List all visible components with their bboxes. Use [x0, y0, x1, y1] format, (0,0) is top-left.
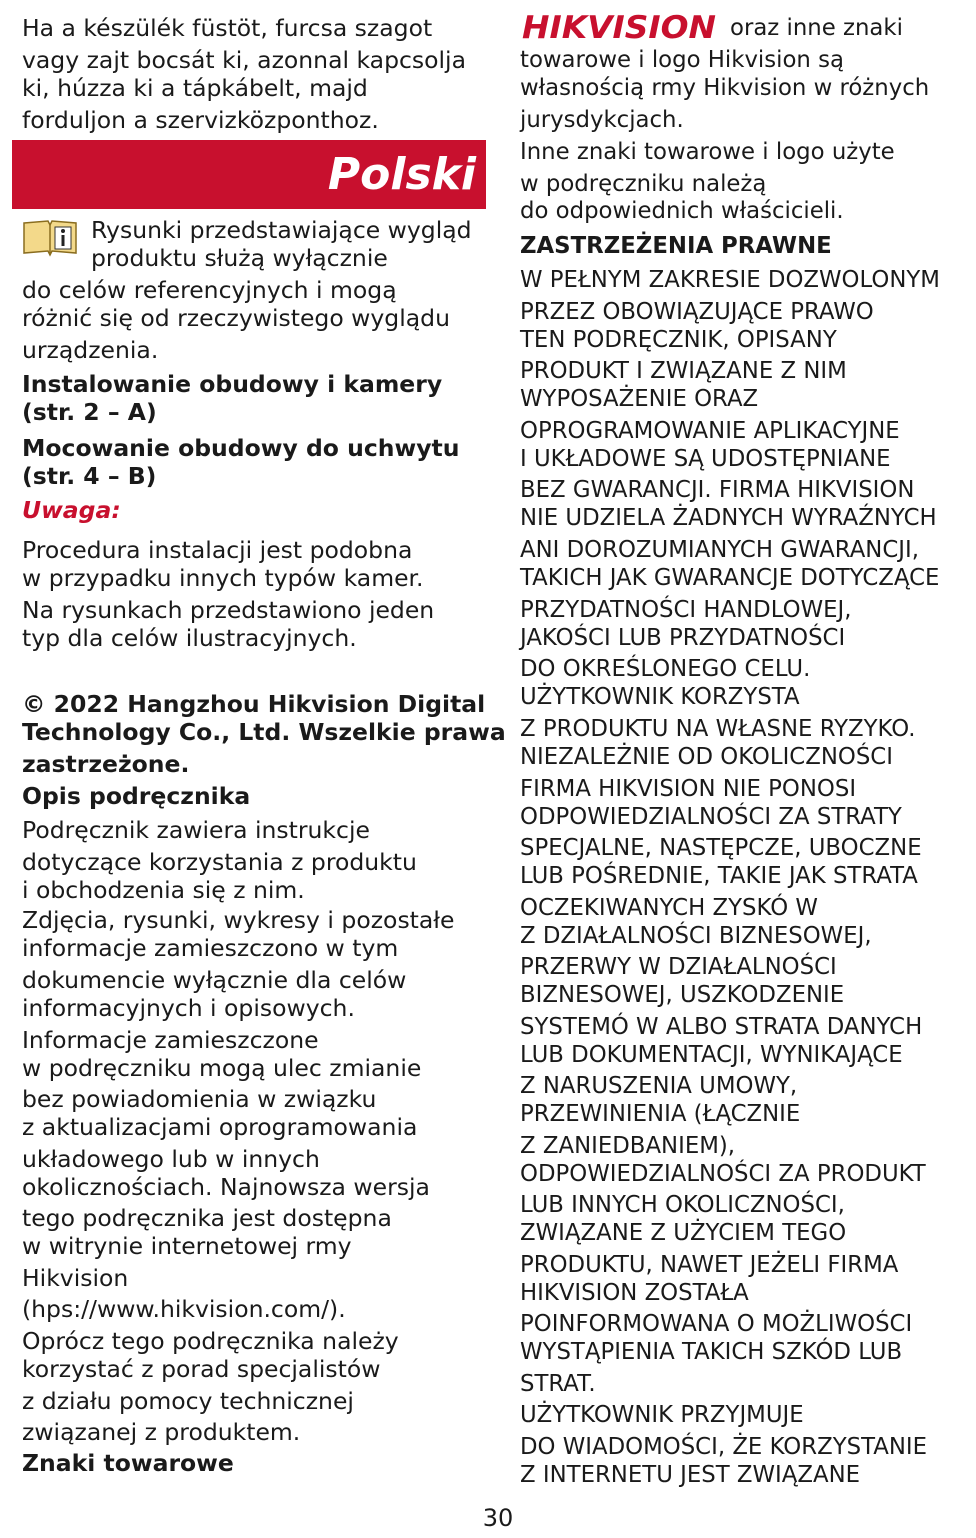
- warning-line: w przypadku innych typów kamer.: [22, 564, 424, 592]
- manual-line: związanej z produktem.: [22, 1418, 301, 1446]
- manual-line: w podręczniku mogą ulec zmianie: [22, 1054, 422, 1082]
- legal-line: WYSTĄPIENIA TAKICH SZKÓD LUB: [520, 1339, 903, 1365]
- legal-line: Z ZANIEDBANIEM),: [520, 1133, 736, 1159]
- intro-line: forduljon a szervizközponthoz.: [22, 106, 379, 134]
- trademark-line: jurysdykcjach.: [520, 107, 684, 133]
- manual-line: z działu pomocy technicznej: [22, 1387, 354, 1415]
- legal-line: BEZ GWARANCJI. FIRMA HIKVISION: [520, 477, 915, 503]
- warning-line: Na rysunkach przedstawiono jeden: [22, 596, 435, 624]
- legal-line: LUB DOKUMENTACJI, WYNIKAJĄCE: [520, 1042, 903, 1068]
- legal-line: STRAT.: [520, 1371, 596, 1397]
- legal-line: TAKICH JAK GWARANCJE DOTYCZĄCE: [520, 565, 940, 591]
- manual-line: (hps://www.hikvision.com/).: [22, 1295, 346, 1323]
- intro-line: Ha a készülék füstöt, furcsa szagot: [22, 14, 433, 42]
- hikvision-logo-text: HIKVISION: [522, 10, 717, 44]
- warning-label: Uwaga:: [22, 496, 121, 524]
- intro-line: vagy zajt bocsát ki, azonnal kapcsolja: [22, 46, 466, 74]
- legal-line: TEN PODRĘCZNIK, OPISANY: [520, 327, 837, 353]
- legal-line: ODPOWIEDZIALNOŚCI ZA PRODUKT: [520, 1161, 926, 1187]
- legal-line: I UKŁADOWE SĄ UDOSTĘPNIANE: [520, 446, 891, 472]
- legal-line: PRZEWINIENIA (ŁĄCZNIE: [520, 1101, 801, 1127]
- legal-line: Z INTERNETU JEST ZWIĄZANE: [520, 1462, 861, 1488]
- manual-line: układowego lub w innych: [22, 1145, 320, 1173]
- legal-line: LUB POŚREDNIE, TAKIE JAK STRATA: [520, 863, 918, 889]
- legal-line: Z DZIAŁALNOŚCI BIZNESOWEJ,: [520, 923, 872, 949]
- trademark-line: w podręczniku należą: [520, 171, 767, 197]
- manual-heading: Opis podręcznika: [22, 782, 251, 810]
- hikvision-logo: [520, 10, 720, 44]
- legal-line: PRODUKTU, NAWET JEŻELI FIRMA: [520, 1252, 899, 1278]
- legal-line: SYSTEMÓ W ALBO STRATA DANYCH: [520, 1014, 923, 1040]
- copyright-line: Technology Co., Ltd. Wszelkie prawa: [22, 718, 506, 746]
- legal-line: PRODUKT I ZWIĄZANE Z NIM: [520, 358, 847, 384]
- language-banner: [12, 140, 486, 209]
- legal-line: ANI DOROZUMIANYCH GWARANCJI,: [520, 537, 919, 563]
- legal-line: BIZNESOWEJ, USZKODZENIE: [520, 982, 845, 1008]
- trademark-line: do odpowiednich właścicieli.: [520, 198, 844, 224]
- legal-line: JAKOŚCI LUB PRZYDATNOŚCI: [520, 625, 846, 651]
- trademark-line: własnością rmy Hikvision w różnych: [520, 75, 930, 101]
- legal-line: HIKVISION ZOSTAŁA: [520, 1280, 749, 1306]
- legal-line: DO OKREŚLONEGO CELU.: [520, 656, 811, 682]
- legal-heading: ZASTRZEŻENIA PRAWNE: [520, 233, 832, 259]
- manual-line: w witrynie internetowej rmy: [22, 1232, 352, 1260]
- legal-line: LUB INNYCH OKOLICZNOŚCI,: [520, 1192, 845, 1218]
- legal-line: ZWIĄZANE Z UŻYCIEM TEGO: [520, 1220, 847, 1246]
- legal-line: Z PRODUKTU NA WŁASNE RYZYKO.: [520, 716, 916, 742]
- legal-line: OCZEKIWANYCH ZYSKÓ W: [520, 895, 818, 921]
- legal-line: DO WIADOMOŚCI, ŻE KORZYSTANIE: [520, 1434, 928, 1460]
- legal-line: ODPOWIEDZIALNOŚCI ZA STRATY: [520, 804, 902, 830]
- copyright-line: zastrzeżone.: [22, 750, 190, 778]
- trademarks-heading: Znaki towarowe: [22, 1449, 234, 1477]
- legal-line: W PEŁNYM ZAKRESIE DOZWOLONYM: [520, 267, 940, 293]
- legal-line: PRZERWY W DZIAŁALNOŚCI: [520, 954, 837, 980]
- manual-line: dotyczące korzystania z produktu: [22, 848, 417, 876]
- manual-line: Hikvision: [22, 1264, 129, 1292]
- legal-line: SPECJALNE, NASTĘPCZE, UBOCZNE: [520, 835, 922, 861]
- legal-line: OPROGRAMOWANIE APLIKACYJNE: [520, 418, 900, 444]
- manual-line: Podręcznik zawiera instrukcje: [22, 816, 370, 844]
- manual-line: Informacje zamieszczone: [22, 1026, 319, 1054]
- heading-mount: (str. 4 – B): [22, 462, 157, 490]
- manual-line: okolicznościach. Najnowsza wersja: [22, 1173, 430, 1201]
- manual-line: Oprócz tego podręcznika należy: [22, 1327, 399, 1355]
- manual-line: i obchodzenia się z nim.: [22, 876, 305, 904]
- manual-line: Zdjęcia, rysunki, wykresy i pozostałe: [22, 906, 455, 934]
- note-line: urządzenia.: [22, 336, 159, 364]
- legal-line: NIEZALEŻNIE OD OKOLICZNOŚCI: [520, 744, 893, 770]
- heading-mount: Mocowanie obudowy do uchwytu: [22, 434, 460, 462]
- trademark-line: oraz inne znaki: [730, 15, 903, 41]
- manual-line: informacyjnych i opisowych.: [22, 994, 355, 1022]
- heading-install: (str. 2 – A): [22, 398, 157, 426]
- warning-line: Procedura instalacji jest podobna: [22, 536, 413, 564]
- legal-line: PRZEZ OBOWIĄZUJĄCE PRAWO: [520, 299, 874, 325]
- warning-line: typ dla celów ilustracyjnych.: [22, 624, 357, 652]
- trademark-line: Inne znaki towarowe i logo użyte: [520, 139, 895, 165]
- legal-line: UŻYTKOWNIK PRZYJMUJE: [520, 1402, 804, 1428]
- legal-line: FIRMA HIKVISION NIE PONOSI: [520, 776, 857, 802]
- manual-line: informacje zamieszczono w tym: [22, 934, 399, 962]
- language-banner-label: Polski: [327, 149, 476, 200]
- info-book-icon: [22, 217, 78, 257]
- note-line: produktu służą wyłącznie: [91, 244, 388, 272]
- legal-line: PRZYDATNOŚCI HANDLOWEJ,: [520, 597, 852, 623]
- manual-line: z aktualizacjami oprogramowania: [22, 1113, 418, 1141]
- manual-line: bez powiadomienia w związku: [22, 1085, 377, 1113]
- note-line: Rysunki przedstawiające wygląd: [91, 216, 472, 244]
- manual-line: dokumencie wyłącznie dla celów: [22, 966, 407, 994]
- manual-line: tego podręcznika jest dostępna: [22, 1204, 392, 1232]
- copyright-line: © 2022 Hangzhou Hikvision Digital: [22, 690, 486, 718]
- note-line: różnić się od rzeczywistego wyglądu: [22, 304, 450, 332]
- legal-line: UŻYTKOWNIK KORZYSTA: [520, 684, 800, 710]
- manual-line: korzystać z porad specjalistów: [22, 1355, 381, 1383]
- legal-line: Z NARUSZENIA UMOWY,: [520, 1073, 798, 1099]
- legal-line: POINFORMOWANA O MOŻLIWOŚCI: [520, 1311, 913, 1337]
- legal-line: NIE UDZIELA ŻADNYCH WYRAŹNYCH: [520, 505, 937, 531]
- intro-line: ki, húzza ki a tápkábelt, majd: [22, 74, 368, 102]
- heading-install: Instalowanie obudowy i kamery: [22, 370, 443, 398]
- page-number: 30: [482, 1504, 514, 1532]
- note-line: do celów referencyjnych i mogą: [22, 276, 397, 304]
- trademark-line: towarowe i logo Hikvision są: [520, 47, 844, 73]
- legal-line: WYPOSAŻENIE ORAZ: [520, 386, 759, 412]
